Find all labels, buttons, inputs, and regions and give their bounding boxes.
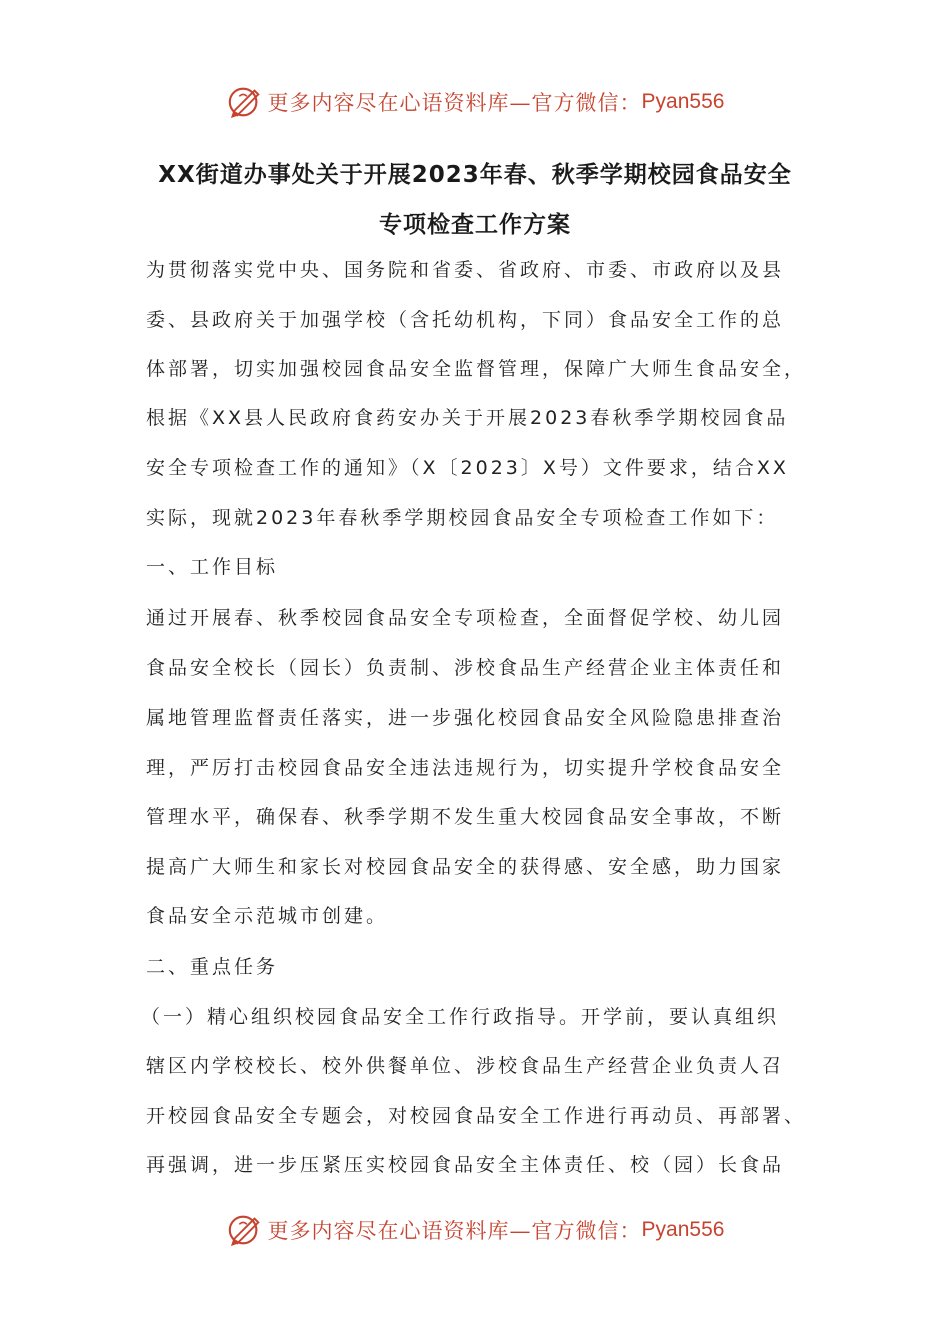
paragraph-line: 再强调，进一步压紧压实校园食品安全主体责任、校（园）长食品 [146, 1154, 785, 1176]
pen-logo-icon [226, 83, 264, 121]
paragraph-line: 实际，现就2023年春秋季学期校园食品安全专项检查工作如下： [146, 507, 779, 529]
pen-logo-icon [226, 1211, 264, 1249]
paragraph-line: 通过开展春、秋季校园食品安全专项检查，全面督促学校、幼儿园 [146, 607, 785, 629]
paragraph-line: 辖区内学校校长、校外供餐单位、涉校食品生产经营企业负责人召 [146, 1055, 785, 1077]
paragraph-line: 属地管理监督责任落实，进一步强化校园食品安全风险隐患排查治 [146, 707, 785, 729]
paragraph-line: 安全专项检查工作的通知》（X〔2023〕X号）文件要求，结合XX [146, 457, 789, 479]
paragraph-line: 为贯彻落实党中央、国务院和省委、省政府、市委、市政府以及县 [146, 259, 785, 281]
paragraph-line: 理，严厉打击校园食品安全违法违规行为，切实提升学校食品安全 [146, 757, 785, 779]
footer-banner-text: 更多内容尽在心语资料库—官方微信： [267, 1219, 642, 1243]
paragraph-line: 体部署，切实加强校园食品安全监督管理，保障广大师生食品安全， [146, 358, 807, 380]
section-heading: 一、工作目标 [146, 556, 279, 578]
paragraph-line: 食品安全示范城市创建。 [146, 905, 389, 927]
document-title-line1: XX街道办事处关于开展2023年春、秋季学期校园食品安全 [158, 162, 792, 188]
section-heading: 二、重点任务 [146, 956, 279, 978]
paragraph-line: 管理水平，确保春、秋季学期不发生重大校园食品安全事故，不断 [146, 806, 785, 828]
paragraph-line: 食品安全校长（园长）负责制、涉校食品生产经营企业主体责任和 [146, 657, 785, 679]
footer-banner [0, 1210, 950, 1250]
header-banner [0, 82, 950, 122]
document-title-line2: 专项检查工作方案 [379, 212, 571, 238]
paragraph-line: 根据《XX县人民政府食药安办关于开展2023春秋季学期校园食品 [146, 407, 789, 429]
footer-wechat-id: Pyan556 [641, 1218, 725, 1241]
header-wechat-id: Pyan556 [641, 90, 725, 113]
paragraph-line: （一）精心组织校园食品安全工作行政指导。开学前，要认真组织 [141, 1006, 780, 1028]
paragraph-line: 提高广大师生和家长对校园食品安全的获得感、安全感，助力国家 [146, 856, 785, 878]
header-banner-text: 更多内容尽在心语资料库—官方微信： [267, 91, 642, 115]
paragraph-line: 委、县政府关于加强学校（含托幼机构，下同）食品安全工作的总 [146, 309, 785, 331]
paragraph-line: 开校园食品安全专题会，对校园食品安全工作进行再动员、再部署、 [146, 1105, 807, 1127]
